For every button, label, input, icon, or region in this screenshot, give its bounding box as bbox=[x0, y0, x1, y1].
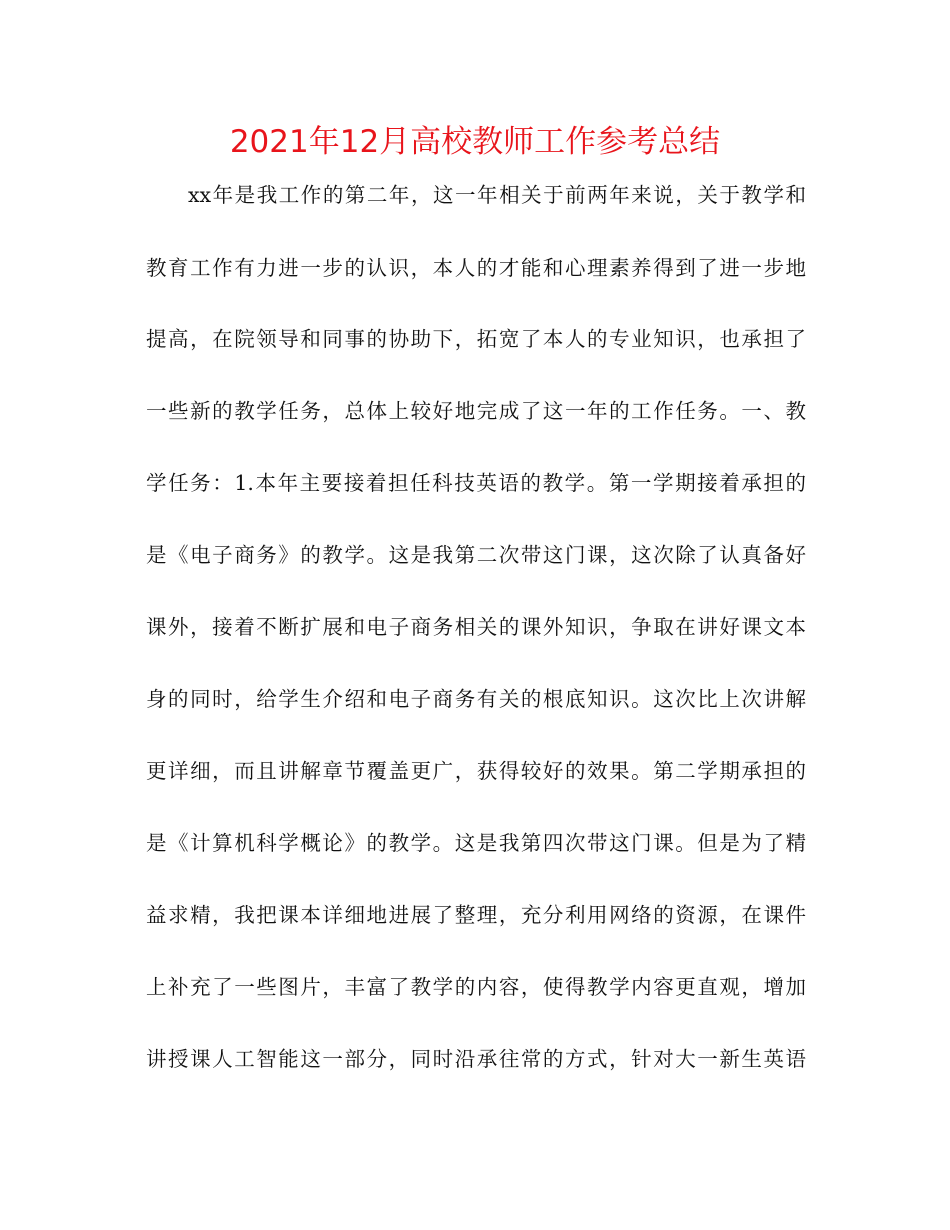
paragraph-line-6: 是《电子商务》的教学。这是我第二次带这门课，这次除了认真备好 bbox=[146, 543, 806, 567]
paragraph-line-12: 上补充了一些图片，丰富了教学的内容，使得教学内容更直观，增加 bbox=[146, 975, 806, 999]
paragraph-line-9: 更详细，而且讲解章节覆盖更广，获得较好的效果。第二学期承担的 bbox=[146, 759, 806, 783]
paragraph-line-3: 提高，在院领导和同事的协助下，拓宽了本人的专业知识，也承担了 bbox=[146, 327, 806, 351]
paragraph-line-13: 讲授课人工智能这一部分，同时沿承往常的方式，针对大一新生英语 bbox=[146, 1047, 806, 1071]
paragraph-line-7: 课外，接着不断扩展和电子商务相关的课外知识，争取在讲好课文本 bbox=[146, 615, 806, 639]
paragraph-line-2: 教育工作有力进一步的认识，本人的才能和心理素养得到了进一步地 bbox=[146, 256, 806, 280]
paragraph-line-4: 一些新的教学任务，总体上较好地完成了这一年的工作任务。一、教 bbox=[146, 399, 806, 423]
paragraph-line-11: 益求精，我把课本详细地进展了整理，充分利用网络的资源，在课件 bbox=[146, 903, 806, 927]
paragraph-line-10: 是《计算机科学概论》的教学。这是我第四次带这门课。但是为了精 bbox=[146, 831, 806, 855]
paragraph-line-8: 身的同时，给学生介绍和电子商务有关的根底知识。这次比上次讲解 bbox=[146, 687, 806, 711]
paragraph-line-5: 学任务：1.本年主要接着担任科技英语的教学。第一学期接着承担的 bbox=[146, 471, 806, 495]
document-title: 2021年12月高校教师工作参考总结 bbox=[229, 124, 721, 160]
paragraph-line-1: xx年是我工作的第二年，这一年相关于前两年来说，关于教学和 bbox=[188, 183, 806, 207]
